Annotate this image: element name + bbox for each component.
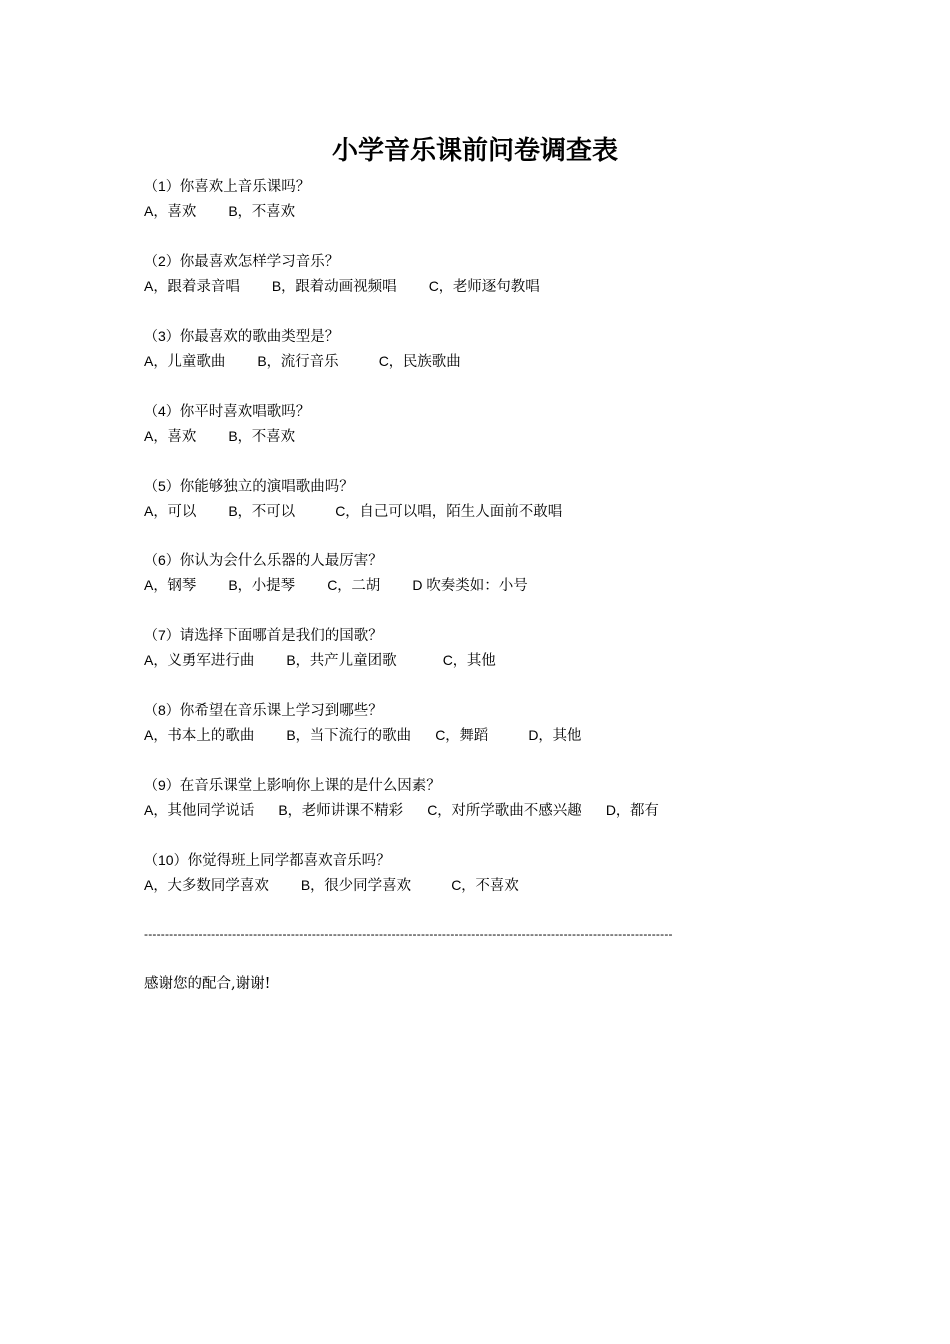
answer-options (144, 274, 784, 299)
option-text: 都有 (629, 803, 659, 820)
option-text: 不喜欢 (251, 204, 296, 220)
answer-option (443, 648, 496, 674)
option-text: 其他 (466, 653, 496, 670)
divider-line: ------------------------------------------------------------------------------------------------------------------------------ (144, 927, 673, 941)
answer-option (144, 499, 196, 525)
option-text: 喜欢 (167, 428, 197, 445)
option-text: 吹奏类如：小号 (426, 578, 528, 595)
option-letter: B， (228, 577, 252, 594)
answer-option (272, 274, 397, 300)
option-letter: B， (257, 352, 281, 369)
answer-option (335, 499, 562, 525)
option-letter: B， (228, 427, 252, 444)
option-text: 钢琴 (167, 578, 197, 595)
answer-option (144, 798, 254, 824)
answer-option (144, 873, 269, 899)
question-number: （7） (144, 627, 180, 644)
answer-options (144, 573, 784, 598)
option-text: 书本上的歌曲 (167, 728, 255, 745)
question-label: 你觉得班上同学都喜欢音乐吗？ (187, 853, 391, 870)
answer-option (435, 723, 488, 749)
question-list (144, 174, 784, 923)
option-text: 很少同学喜欢 (324, 878, 412, 895)
answer-options (144, 723, 784, 748)
option-letter: B， (271, 277, 296, 294)
answer-option (379, 349, 461, 375)
option-text: 流行音乐 (280, 353, 339, 370)
option-letter: A， (144, 652, 168, 669)
answer-options (144, 349, 784, 374)
thanks-note: 感谢您的配合,谢谢! (144, 976, 271, 992)
option-text: 民族歌曲 (402, 353, 461, 370)
option-text: 跟着动画视频唱 (295, 278, 397, 295)
answer-options (144, 648, 784, 673)
answer-option (412, 573, 528, 599)
question-text (144, 773, 784, 798)
question-item (144, 324, 784, 399)
answer-option (327, 573, 380, 599)
option-text: 对所学歌曲不感兴趣 (451, 803, 582, 820)
question-text (144, 548, 784, 573)
option-letter: B， (228, 502, 252, 519)
option-letter: C， (378, 352, 403, 369)
question-item (144, 249, 784, 324)
answer-option (144, 723, 254, 749)
option-letter: C， (327, 577, 352, 594)
option-text: 共产儿童团歌 (309, 653, 397, 670)
answer-option (278, 798, 403, 824)
answer-option (429, 274, 540, 300)
option-letter: C， (451, 877, 476, 894)
question-item (144, 848, 784, 923)
question-label: 你认为会什么乐器的人最厉害？ (179, 553, 383, 570)
option-letter: A， (144, 802, 168, 819)
question-label: 你能够独立的演唱歌曲吗？ (179, 478, 354, 495)
answer-option (528, 723, 581, 749)
option-letter: B， (286, 727, 310, 744)
question-text (144, 474, 784, 499)
question-label: 你喜欢上音乐课吗？ (179, 179, 311, 195)
answer-option (144, 648, 254, 674)
option-text: 可以 (167, 503, 197, 520)
option-letter: C， (427, 802, 452, 819)
option-letter: A， (144, 203, 168, 219)
answer-options (144, 199, 784, 224)
option-text: 自己可以唱，陌生人面前不敢唱 (359, 503, 563, 520)
question-text (144, 399, 784, 424)
question-number: （8） (144, 702, 180, 719)
answer-option (228, 573, 295, 599)
answer-options (144, 499, 784, 524)
option-text: 老师逐句教唱 (452, 278, 540, 295)
option-text: 小提琴 (251, 578, 296, 595)
option-letter: B， (278, 802, 302, 819)
option-text: 当下流行的歌曲 (309, 728, 412, 745)
question-text (144, 698, 784, 723)
question-item (144, 174, 784, 249)
option-letter: A， (144, 277, 168, 294)
answer-option (606, 798, 659, 824)
question-item (144, 548, 784, 623)
option-text: 不喜欢 (251, 428, 296, 445)
option-letter: A， (144, 427, 168, 444)
option-letter: C， (435, 727, 460, 744)
question-number: （4） (144, 402, 180, 419)
option-letter: A， (144, 502, 168, 519)
question-number: （1） (144, 178, 180, 194)
option-letter: D (412, 577, 427, 594)
question-number: （5） (144, 477, 180, 494)
question-text (144, 623, 784, 648)
option-text: 不喜欢 (475, 878, 519, 895)
option-text: 老师讲课不精彩 (301, 803, 404, 820)
option-letter: D， (605, 802, 630, 819)
answer-option (144, 424, 196, 450)
question-item (144, 623, 784, 698)
option-text: 儿童歌曲 (167, 353, 226, 370)
question-label: 你平时喜欢唱歌吗？ (179, 403, 311, 420)
option-letter: D， (528, 727, 553, 744)
question-number: （2） (144, 252, 180, 269)
option-letter: B， (300, 877, 325, 894)
question-number: （10） (144, 852, 188, 869)
option-letter: A， (144, 727, 168, 744)
option-text: 义勇军进行曲 (167, 653, 255, 670)
option-text: 其他同学说话 (167, 803, 255, 820)
question-text (144, 249, 784, 274)
option-letter: A， (144, 577, 168, 594)
option-text: 二胡 (351, 578, 381, 595)
answer-options (144, 798, 784, 823)
option-text: 其他 (552, 728, 582, 745)
answer-option (451, 873, 519, 899)
question-label: 你希望在音乐课上学习到哪些？ (179, 703, 383, 720)
answer-option (144, 573, 196, 599)
option-text: 不可以 (251, 503, 296, 520)
answer-option (286, 648, 396, 674)
answer-options (144, 873, 784, 898)
answer-option (286, 723, 411, 749)
question-label: 在音乐课堂上影响你上课的是什么因素？ (179, 778, 441, 795)
option-letter: C， (442, 652, 467, 669)
option-letter: B， (228, 203, 252, 219)
question-item (144, 773, 784, 848)
answer-option (427, 798, 582, 824)
option-letter: A， (144, 352, 168, 369)
answer-option (144, 274, 240, 300)
option-text: 舞蹈 (459, 728, 489, 745)
question-number: （3） (144, 327, 180, 344)
option-letter: C， (428, 277, 453, 294)
question-label: 请选择下面哪首是我们的国歌？ (179, 628, 383, 645)
question-item (144, 399, 784, 474)
answer-option (228, 199, 295, 225)
question-number: （6） (144, 552, 180, 569)
answer-option (144, 199, 196, 225)
option-text: 喜欢 (167, 204, 197, 220)
option-letter: B， (286, 652, 310, 669)
question-text (144, 848, 784, 873)
answer-option (301, 873, 411, 899)
question-item (144, 474, 784, 549)
answer-option (228, 424, 295, 450)
question-text (144, 174, 784, 199)
question-text (144, 324, 784, 349)
option-letter: C， (335, 502, 360, 519)
answer-option (228, 499, 295, 525)
option-text: 跟着录音唱 (167, 278, 240, 295)
answer-options (144, 424, 784, 449)
question-number: （9） (144, 777, 180, 794)
option-letter: A， (144, 877, 168, 894)
page-title: 小学音乐课前问卷调查表 (331, 136, 618, 166)
question-item (144, 698, 784, 773)
question-label: 你最喜欢怎样学习音乐？ (179, 253, 340, 270)
question-label: 你最喜欢的歌曲类型是？ (179, 328, 340, 345)
answer-option (257, 349, 338, 375)
option-text: 大多数同学喜欢 (167, 878, 269, 895)
answer-option (144, 349, 225, 375)
